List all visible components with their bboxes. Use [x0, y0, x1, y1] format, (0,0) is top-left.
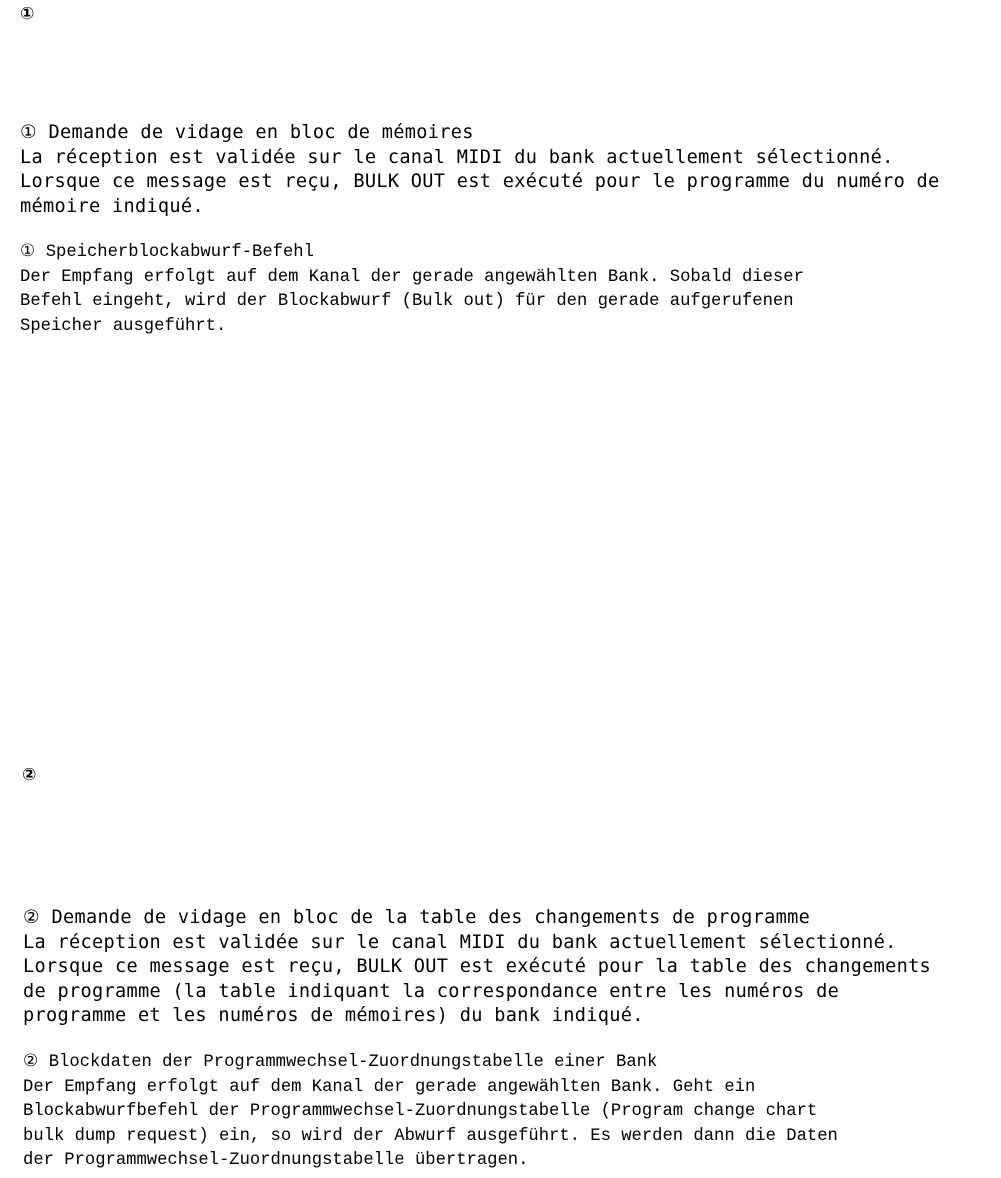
section-2-french-line-1: La réception est validée sur le canal MIDI du bank actuellement sélectionné. [23, 931, 897, 953]
section-1-marker: ① [20, 4, 35, 24]
section-1-french-title: ① Demande de vidage en bloc de mémoires [20, 122, 474, 143]
section-1-german-line-2: Befehl eingeht, wird der Blockabwurf (Bulk out) für den gerade aufgerufenen [20, 292, 794, 311]
section-1-german-title: ① Speicherblockabwurf-Befehl [20, 243, 314, 262]
section-1-german-line-1: Der Empfang erfolgt auf dem Kanal der gerade angewählten Bank. Sobald dieser [20, 267, 804, 287]
section-2-german-line-4: der Programmwechsel-Zuordnungstabelle übertragen. [23, 1151, 529, 1170]
section-2-marker: ② [22, 765, 37, 785]
section-2-german [23, 1051, 998, 1174]
section-2-german-line-1: Der Empfang erfolgt auf dem Kanal der gerade angewählten Bank. Geht ein [23, 1077, 756, 1097]
section-2-german-line-3: bulk dump request) ein, so wird der Abwurf ausgeführt. Es werden dann die Daten [23, 1126, 838, 1146]
section-1-french-line-2: Lorsque ce message est reçu, BULK OUT est exécuté pour le programme du numéro de [20, 171, 940, 192]
section-1-german-line-3: Speicher ausgeführt. [20, 316, 227, 336]
section-1-french-line-1: La réception est validée sur le canal MIDI du bank actuellement sélectionné. [20, 146, 894, 168]
section-2-french-line-4: programme et les numéros de mémoires) du bank indiqué. [23, 1005, 644, 1026]
section-2-french-line-2: Lorsque ce message est reçu, BULK OUT est exécuté pour la table des changements [23, 956, 932, 977]
section-2-german-title: ② Blockdaten der Programmwechsel-Zuordnungstabelle einer Bank [23, 1053, 658, 1072]
section-2-french-title: ② Demande de vidage en bloc de la table des changements de programme [23, 907, 811, 928]
section-1-french [20, 121, 995, 219]
section-2-french-line-3: de programme (la table indiquant la correspondance entre les numéros de [23, 980, 840, 1002]
section-1-french-line-3: mémoire indiqué. [20, 195, 204, 217]
section-2-german-line-2: Blockabwurfbefehl der Programmwechsel-Zuordnungstabelle (Program change chart [23, 1102, 818, 1121]
section-1-german [20, 241, 995, 339]
section-2-french [23, 906, 998, 1029]
